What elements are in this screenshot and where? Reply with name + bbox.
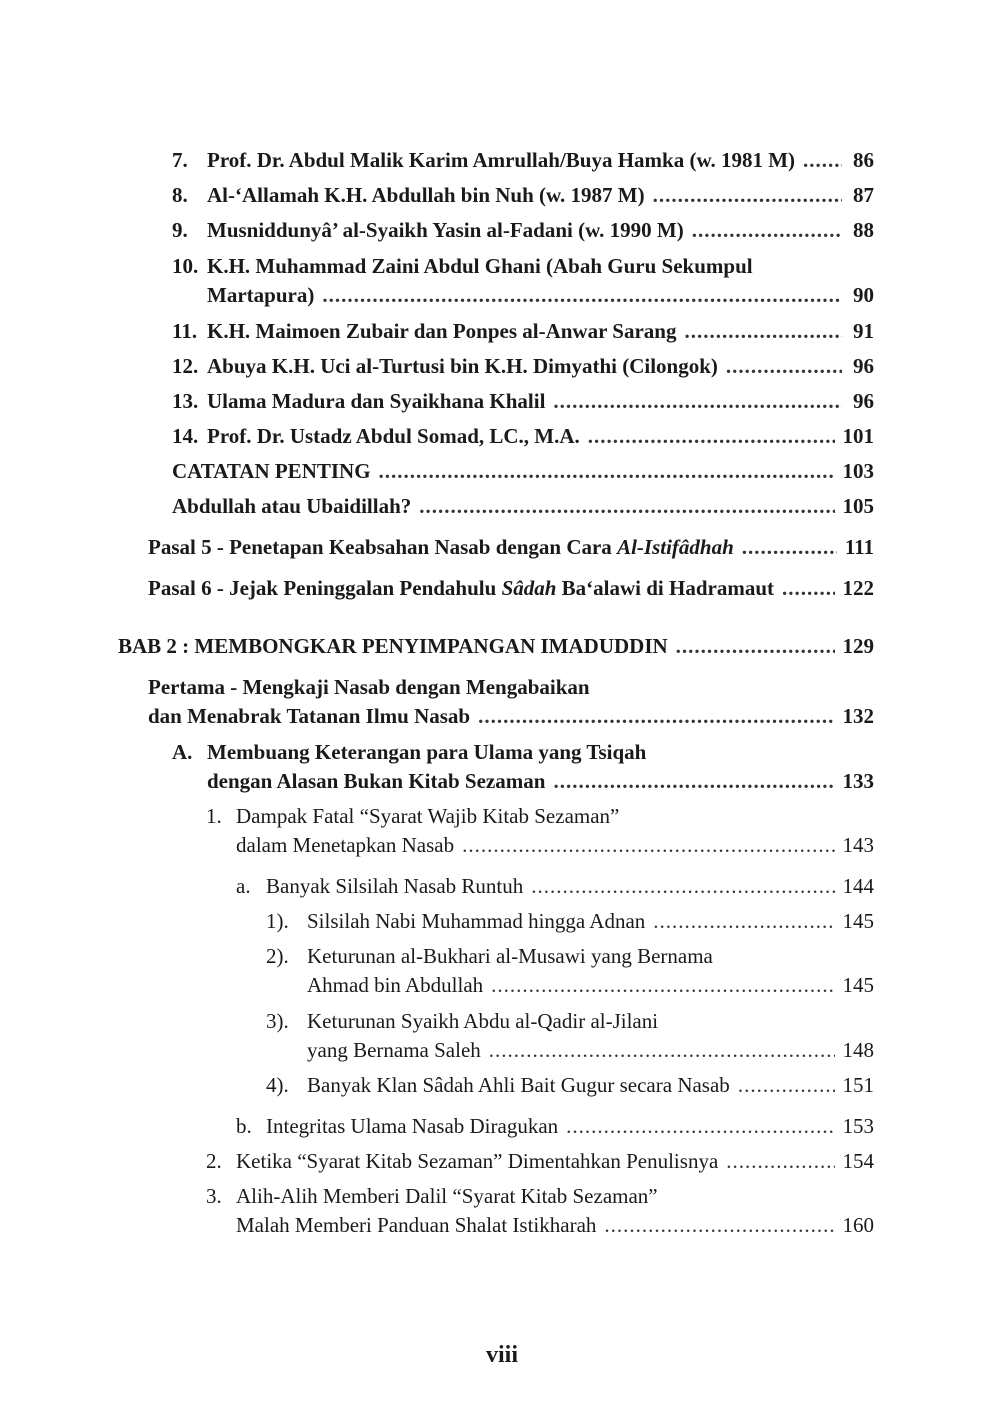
entry-title: Banyak Silsilah Nasab Runtuh <box>266 874 524 898</box>
leader-dots <box>553 387 842 416</box>
page-number: 145 <box>842 973 874 997</box>
leader-dots <box>566 1112 834 1141</box>
entry-number: 11. <box>172 319 198 343</box>
leader-dots <box>726 1147 834 1176</box>
entry-title-line1: Keturunan Syaikh Abdu al-Qadir al-Jilani <box>307 1009 659 1033</box>
toc-chapter-entry[interactable] <box>118 632 874 661</box>
toc-entry[interactable] <box>172 317 874 346</box>
page-folio: viii <box>485 1342 518 1368</box>
page-number: 122 <box>842 576 874 600</box>
toc-entry[interactable] <box>236 872 874 901</box>
page-number: 88 <box>853 218 874 242</box>
leader-dots <box>419 492 834 521</box>
entry-number: 2). <box>266 944 289 968</box>
entry-title: Malah Memberi Panduan Shalat Istikharah <box>236 1213 597 1237</box>
entry-title: Banyak Klan Sâdah Ahli Bait Gugur secara Nasab <box>307 1073 730 1097</box>
page-number: 132 <box>842 704 874 728</box>
leader-dots <box>588 422 835 451</box>
page-number: 151 <box>842 1073 874 1097</box>
entry-number: 13. <box>172 389 199 413</box>
leader-dots <box>531 872 834 901</box>
entry-title-line1: Pertama - Mengkaji Nasab dengan Mengabaikan <box>148 675 590 699</box>
entry-title-line1: Dampak Fatal “Syarat Wajib Kitab Sezaman” <box>236 804 620 828</box>
leader-dots <box>742 533 837 562</box>
toc-entry[interactable] <box>172 352 874 381</box>
toc-entry[interactable] <box>172 216 874 245</box>
entry-number: 7. <box>172 148 188 172</box>
entry-title: Al-‘Allamah K.H. Abdullah bin Nuh (w. 1987 M) <box>207 183 645 207</box>
entry-number: 1). <box>266 909 289 933</box>
toc-entry[interactable] <box>172 738 874 796</box>
leader-dots <box>726 352 842 381</box>
entry-title-text: Ba‘alawi di Hadramaut <box>556 576 775 600</box>
entry-title: Integritas Ulama Nasab Diragukan <box>266 1114 559 1138</box>
entry-title-line1: Membuang Keterangan para Ulama yang Tsiqah <box>207 740 647 764</box>
entry-number: 9. <box>172 218 188 242</box>
entry-number: 4). <box>266 1073 289 1097</box>
entry-number: 12. <box>172 354 199 378</box>
entry-title: Ahmad bin Abdullah <box>307 973 484 997</box>
page-number: 144 <box>842 874 874 898</box>
toc-entry[interactable] <box>172 387 874 416</box>
leader-dots <box>653 181 842 210</box>
entry-title: dengan Alasan Bukan Kitab Sezaman <box>207 769 546 793</box>
page-number: 96 <box>853 354 874 378</box>
leader-dots <box>803 146 842 175</box>
entry-number: 10. <box>172 254 199 278</box>
page-number: 111 <box>844 535 874 559</box>
entry-number: 8. <box>172 183 188 207</box>
entry-title: dan Menabrak Tatanan Ilmu Nasab <box>148 704 471 728</box>
leader-dots <box>782 574 834 603</box>
leader-dots <box>604 1211 834 1240</box>
leader-dots <box>379 457 835 486</box>
entry-title: Ulama Madura dan Syaikhana Khalil <box>207 389 546 413</box>
entry-title: Abuya K.H. Uci al-Turtusi bin K.H. Dimyathi (Cilongok) <box>207 354 718 378</box>
page-number: 160 <box>842 1213 874 1237</box>
toc-entry[interactable] <box>266 907 874 936</box>
page-number: 148 <box>842 1038 874 1062</box>
entry-title: Martapura) <box>207 283 315 307</box>
page-number: 129 <box>842 634 874 658</box>
entry-title <box>148 533 734 562</box>
page-number: 103 <box>842 459 874 483</box>
toc-entry[interactable] <box>172 457 874 486</box>
entry-title-text: Pasal 6 - Jejak Peninggalan Pendahulu <box>148 576 502 600</box>
entry-title-text: Pasal 5 - Penetapan Keabsahan Nasab dengan Cara <box>148 535 618 559</box>
toc-entry[interactable] <box>172 146 874 175</box>
leader-dots <box>462 831 834 860</box>
entry-title: yang Bernama Saleh <box>307 1038 481 1062</box>
page-number: 105 <box>842 494 874 518</box>
toc-entry[interactable] <box>148 533 874 562</box>
entry-number: 1. <box>206 804 222 828</box>
page-number: 143 <box>842 833 874 857</box>
chapter-title: BAB 2 : MEMBONGKAR PENYIMPANGAN IMADUDDIN <box>118 634 668 658</box>
page-number: 90 <box>853 283 874 307</box>
entry-number: a. <box>236 874 251 898</box>
entry-title-line1: Alih-Alih Memberi Dalil “Syarat Kitab Sezaman” <box>236 1184 658 1208</box>
leader-dots <box>653 907 834 936</box>
toc-entry[interactable] <box>172 252 874 310</box>
page-number: 86 <box>853 148 874 172</box>
entry-number: 3). <box>266 1009 289 1033</box>
entry-number: 2. <box>206 1149 222 1173</box>
leader-dots <box>322 281 842 310</box>
entry-title: Abdullah atau Ubaidillah? <box>172 494 412 518</box>
entry-number: A. <box>172 740 193 764</box>
leader-dots <box>491 971 834 1000</box>
entry-title-line1: K.H. Muhammad Zaini Abdul Ghani (Abah Guru Sekumpul <box>207 254 753 278</box>
page-number: 154 <box>842 1149 874 1173</box>
page-number: 153 <box>842 1114 874 1138</box>
entry-title: Silsilah Nabi Muhammad hingga Adnan <box>307 909 646 933</box>
entry-title: Prof. Dr. Abdul Malik Karim Amrullah/Buya Hamka (w. 1981 M) <box>207 148 796 172</box>
entry-title-italic: Sâdah <box>501 576 557 600</box>
toc-entry[interactable] <box>148 673 874 731</box>
entry-title: Ketika “Syarat Kitab Sezaman” Dimentahkan Penulisnya <box>236 1149 719 1173</box>
entry-title-line1: Keturunan al-Bukhari al-Musawi yang Bernama <box>307 944 713 968</box>
entry-title <box>148 574 774 603</box>
toc-entry[interactable] <box>266 942 874 1000</box>
entry-title: dalam Menetapkan Nasab <box>236 833 455 857</box>
page-number: 145 <box>842 909 874 933</box>
toc-entry[interactable] <box>206 802 874 860</box>
toc-entry[interactable] <box>206 1147 874 1176</box>
entry-title: Prof. Dr. Ustadz Abdul Somad, LC., M.A. <box>207 424 580 448</box>
leader-dots <box>738 1071 835 1100</box>
toc-entry[interactable] <box>206 1182 874 1240</box>
toc-entry[interactable] <box>266 1071 874 1100</box>
entry-title: K.H. Maimoen Zubair dan Ponpes al-Anwar Sarang <box>207 319 677 343</box>
entry-number: 3. <box>206 1184 222 1208</box>
toc-entry[interactable] <box>172 422 874 451</box>
entry-title-italic: Al-Istifâdhah <box>617 535 734 559</box>
page-number: 101 <box>842 424 874 448</box>
entry-number: b. <box>236 1114 252 1138</box>
page-number: 87 <box>853 183 874 207</box>
page-number: 133 <box>842 769 874 793</box>
page-number: 96 <box>853 389 874 413</box>
leader-dots <box>692 216 842 245</box>
toc-entry[interactable] <box>236 1112 874 1141</box>
entry-number: 14. <box>172 424 199 448</box>
toc-entry[interactable] <box>172 181 874 210</box>
entry-title: CATATAN PENTING <box>172 459 371 483</box>
leader-dots <box>553 767 834 796</box>
leader-dots <box>676 632 835 661</box>
leader-dots <box>489 1036 835 1065</box>
page-number: 91 <box>853 319 874 343</box>
toc-entry[interactable] <box>172 492 874 521</box>
leader-dots <box>478 702 834 731</box>
toc-entry[interactable] <box>148 574 874 603</box>
entry-title: Musniddunyâ’ al-Syaikh Yasin al-Fadani (w. 1990 M) <box>207 218 684 242</box>
toc-entry[interactable] <box>266 1007 874 1065</box>
leader-dots <box>684 317 842 346</box>
